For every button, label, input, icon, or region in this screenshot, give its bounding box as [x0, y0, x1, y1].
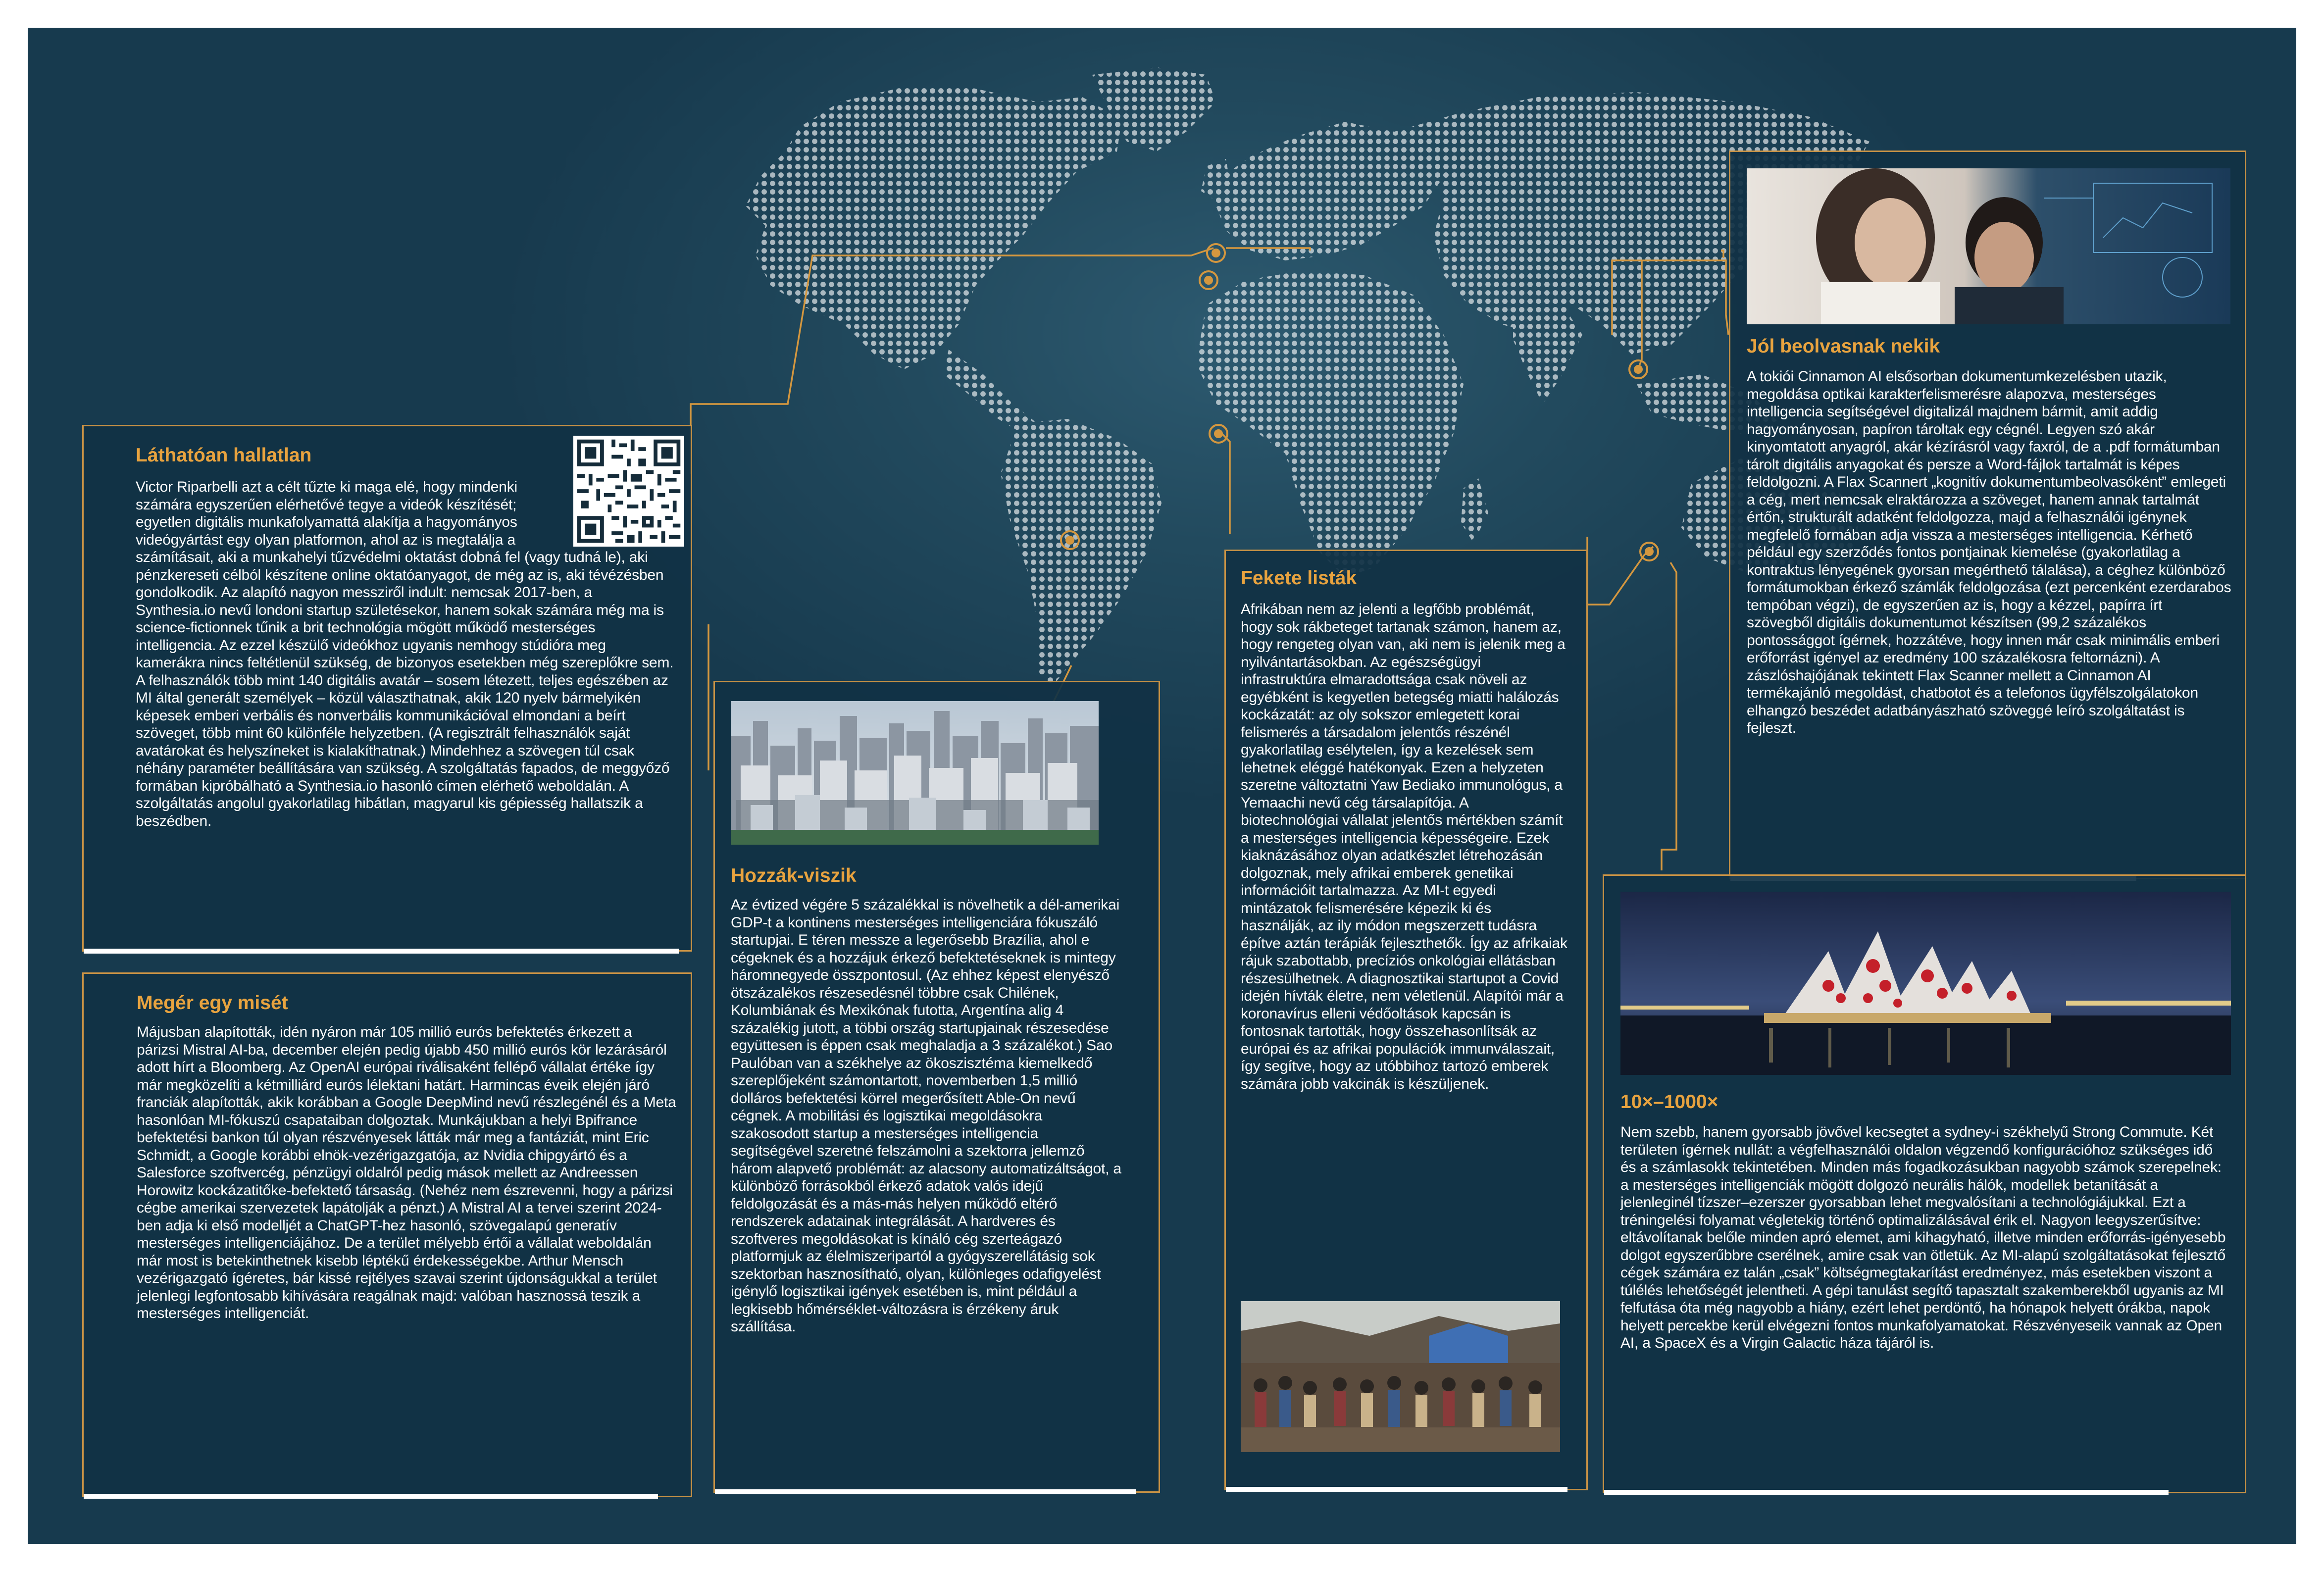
sydney-opera-house-photo: [1620, 892, 2231, 1075]
article-title: Fekete listák: [1241, 567, 1357, 589]
article-title: Megér egy misét: [137, 992, 288, 1014]
article-fekete: [1224, 550, 1588, 1490]
connector-fekete-right: [1587, 537, 1653, 605]
location-pin-icon-paris: [1207, 244, 1225, 262]
article-body: Az évtized végére 5 százalékkal is növelhetik a dél-amerikai GDP-t a kontinens mesterséges intelligenciára fókuszáló startupjai. E téren messze a legerősebb Brazília, ahol e cégeknek és a hozzájuk érkező befektetéseknek is mintegy háromnegyede összpontosul. (Az ehhez képest elenyésző ötszázalékos részesedésnél többre csak Chilének, Kolumbiának és Mexikónak futotta, Argentína alig 4 százalékig jutott, a többi ország startupjainak részesedése együttesen is éppen csak meghaladja a 3 százalékot.) Sao Paulóban van a székhelye az ökoszisztéma kiemelkedő szereplőjeként számontartott, novemberben 1,5 millió dolláros befektetési körrel megerősített Able-On nevű cégnek. A mobilitási és logisztikai megoldásokra szakosodott startup a mesterséges intelligencia segítségével szeretné felszámolni a szektorra jellemző három alapvető problémát: az alacsony automatizáltságot, a különböző forrásokból érkező adatok valós idejű feldolgozását és a más-más helyen működő eltérő rendszerek adatainak integrálását. A hardveres és szoftveres megoldásokat is kínáló cég szerteágazó platformjuk az élelmiszeripartól a gyógyszerellátásig sok szektorban hasznosítható, olyan, különleges odafigyelést igénylő logisztikai igények esetében is, mint például a legkisebb hőmérséklet-változásra is érzékeny áruk szállítása.: [731, 897, 1121, 1335]
location-pin-icon-tokyo: [1629, 360, 1647, 378]
article-hozzak: [713, 681, 1160, 1493]
article-title: Láthatóan hallatlan: [136, 445, 312, 466]
connector-fekete: [1221, 433, 1230, 534]
article-meger: [82, 972, 692, 1497]
divider-line: [84, 949, 679, 954]
divider-line: [715, 1489, 1136, 1494]
article-title: Jól beolvasnak nekik: [1747, 336, 1940, 357]
divider-line: [1604, 1490, 2169, 1495]
article-jol: [1729, 151, 2246, 879]
office-workers-photo: [1747, 168, 2230, 324]
city-skyline-photo: [731, 701, 1099, 845]
article-title: 10×–1000×: [1620, 1091, 1718, 1113]
article-title: Hozzák-viszik: [731, 865, 857, 886]
divider-line: [84, 1494, 658, 1499]
article-tizszer: [1603, 874, 2246, 1493]
article-body: A tokiói Cinnamon AI elsősorban dokumentumkezelésben utazik, megoldása optikai karakterfelismerésre alapozva, mesterséges intelligencia segítségével digitalizál majdnem bármit, amit addig hagyományosan, papíron tároltak egy cégnél. Legyen szó akár kinyomtatott anyagról, akár kézírásról vagy faxról, de a .pdf formátumban tárolt digitális anyagokat és persze a Word-fájlok tartalmát is képes feldolgozni. A Flax Scannert „kognitív dokumentumbeolvasóként” emlegeti a cég, mert nemcsak elraktározza a szöveget, hanem annak tartalmát értőn, strukturált adatként feldolgozza, majd a felhasználói igénynek megfelelő formában adja vissza a mesterséges intelligencia. Kérhető például egy szerződés fontos pontjainak kiemelése (gyakorlatilag a kontraktus lényegének gyorsan megérthető tálalása), a céghez különböző formátumokban érkező számlák feldolgozása (ezt percenként ezerdarabos tempóban végzi), de egyszerűen az is, hogy a kézzel, papírra írt szövegből digitális dokumentumot készítsen (99,2 százalékos pontossággot ígérnek, hozzátéve, hogy innen már csak minimális emberi erőforrást igényel az eredmény 100 százalékosra feltornázni). A zászlóshajójának tekintett Flax Scanner mellett a Cinnamon AI termékajánló megoldást, chatbotot és a telefonos ügyfélszolgálatokon elhangzó beszédet adatbányászható szöveggé leíró szolgáltatást is fejleszt.: [1747, 368, 2231, 736]
location-pin-icon-london: [1200, 271, 1217, 289]
article-lathatoan: [82, 425, 692, 952]
location-pin-icon-sydney: [1640, 543, 1658, 560]
article-body: Victor Riparbelli azt a célt tűzte ki maga elé, hogy mindenki számára egyszerűen elérhetővé tegye a videók készítését; egyetlen digitális munkafolyamattá alakítja a hagyományos videógyártást egy olyan platformon, ahol az is megtalálja a számításait, aki a munkahelyi tűzvédelmi oktatást dobná fel (vagy tudná le), aki pénzkereseti célból készítene online oktatóanyagot, de még az is, aki tévézésben gondolkodik. Az alapító nagyon messziről indult: nemcsak 2017-ben, a Synthesia.io nevű londoni startup születésekor, hanem sokak számára még ma is science-fictionnek tűnik a brit technológia mögött működő mesterséges intelligencia. Az ezzel készülő videókhoz ugyanis nemhogy stúdióra meg kamerákra nincs feltétlenül szükség, de bizonyos esetekben még szereplőkre sem. A felhasználók több mint 140 digitális avatár – sosem létezett, teljes egészében az MI által generált személyek – közül választhatnak, akik 120 nyelv bármelyikén képesek emberi verbális és nonverbális kommunikációval elmondani a beírt szöveget, több mint 60 különféle helyzetben. (A regisztrált felhasználók saját avatárokat és helyszíneket is kialakíthatnak.) Mindehhez a szövegen túl csak néhány paraméter beállítására van szükség. A szolgáltatás fapados, de meggyőző formában kipróbálható a Synthesia.io hasonló címen elérhető weboldalán. A szolgáltatás angolul gyakorlatilag hibátlan, magyarul kis gépiesség hallatszik a beszédben.: [136, 479, 674, 829]
connector-tizszer: [1662, 562, 1676, 870]
crowd-photo: [1241, 1301, 1560, 1452]
article-body: Májusban alapították, idén nyáron már 105 millió eurós befektetés érkezett a párizsi Mistral AI-ba, december elején pedig újabb 450 millió eurós kör lezárásáról adott hírt a Bloomberg. Az OpenAI európai riválisaként fellépő vállalat értéke így már megközelíti a kétmilliárd eurós lélektani határt. Harmincas éveik elején járó franciák alapították, akik korábban a Google DeepMind nevű részlegénél és a Meta hasonlóan MI-fókuszú csapataiban dolgoztak. Munkájukban a helyi Bpifrance befektetési bankon túl olyan részvényesek látták már meg a fantáziát, mint Eric Schmidt, a Google korábbi elnök-vezérigazgatója, az Nvidia chipgyártó és a Salesforce szoftvercég, pénzügyi oldalról pedig mások mellett az Andreessen Horowitz kockázatitőke-befektető társaság. (Nehéz nem észrevenni, hogy a párizsi cégbe amerikai szervezetek lapátolják a pénzt.) A Mistral AI a tervei szerint 2024-ben adja ki első modelljét a ChatGPT-hez hasonló, szövegalapú generatív mesterséges intelligenciájához. De a terület mélyebb értői a vállalat weboldalán már most is betekinthetnek kisebb léptékű érdekességekbe. Arthur Mensch vezérigazgató ígéretes, bár kissé rejtélyes szavai szerint újdonságukkal a terület jelenlegi legfontosabb kihívására reagálnak majd: valóban hasznossá teszik a mesterséges intelligenciát.: [137, 1024, 676, 1321]
location-pin-icon-africa: [1210, 425, 1227, 443]
divider-line: [1226, 1487, 1567, 1492]
article-body: Afrikában nem az jelenti a legfőbb problémát, hogy sok rákbeteget tartanak számon, hanem az, hogy rengeteg olyan van, aki nem is jelenik meg a nyilvántartásokban. Az egészségügyi infrastruktúra elmaradottsága csak növeli az egyébként is kegyetlen betegség miatti halálozás kockázatát: az oly sokszor emlegetett korai felismerés a társadalom jelentős részénél gyakorlatilag esélytelen, így a kezelések sem lehetnek eléggé hatékonyak. Ezen a helyzeten szeretne változtatni Yaw Bediako immunológus, a Yemaachi nevű cég társalapítója. A biotechnológiai vállalat jelentős mértékben számít a mesterséges intelligencia képességeire. Ezek kiaknázásához olyan adatkészlet létrehozásán dolgoznak, mely afrikai emberek genetikai információit tartalmazza. Az MI-t egyedi mintázatok felismerésére képezik ki és használják, az ily módon megszerzett tudásra építve aztán terápiák fejleszthetők. Így az afrikaiak rájuk szabottabb, precíziós onkológiai ellátásban részesülhetnek. A diagnosztikai startupot a Covid idején hívták életre, nem véletlenül. Alapítói már a koronavírus elleni védőoltások kapcsán is fontosnak tartották, hogy összehasonlítsák az európai és az afrikai populációk immunválaszait, így segítve, hogy az utóbbihoz tartozó emberek számára jobb vakcinák is készüljenek.: [1241, 601, 1567, 1092]
infographic-page: [28, 28, 2296, 1544]
article-body: Nem szebb, hanem gyorsabb jövővel kecsegtet a sydney-i székhelyű Strong Commute. Két területen ígérnek nullát: a végfelhasználói oldalon végzendő konfigurációhoz szükséges idő és a számlasokk tekintetében. Minden más fogadkozásukban nagyobb számok szerepelnek: a mesterséges intelligenciák mögött dolgozó neurális hálók, modellek betanítását a jelenleginél tízszer–ezerszer gyorsabban lehet megvalósítani a technológiájukkal. Ezt a tréningelési folyamat végletekig történő optimalizálásával érik el. Nagyon leegyszerűsítve: eltávolítanak belőle minden apró elemet, ami kihagyható, illetve minden erőforrás-igényesebb dolgot egyszerűbbre cserélnek, amire csak van ötletük. Az MI-alapú szolgáltatásokat fejlesztő cégek számára ez talán „csak” költségmegtakarítást eredményez, más esetekben viszont a túlélés lehetőségét jelentheti. A gépi tanulást segítő tapasztalt szakemberekből ugyanis az MI felfutása óta még nagyobb a hiány, ezért lehet perdöntő, ha hónapok helyett órákba, napok helyett percekbe kerül elvégezni fontos munkafolyamatokat. Részvényeseik vannak az Open AI, a SpaceX és a Virgin Galactic háza tájáról is.: [1620, 1124, 2226, 1351]
